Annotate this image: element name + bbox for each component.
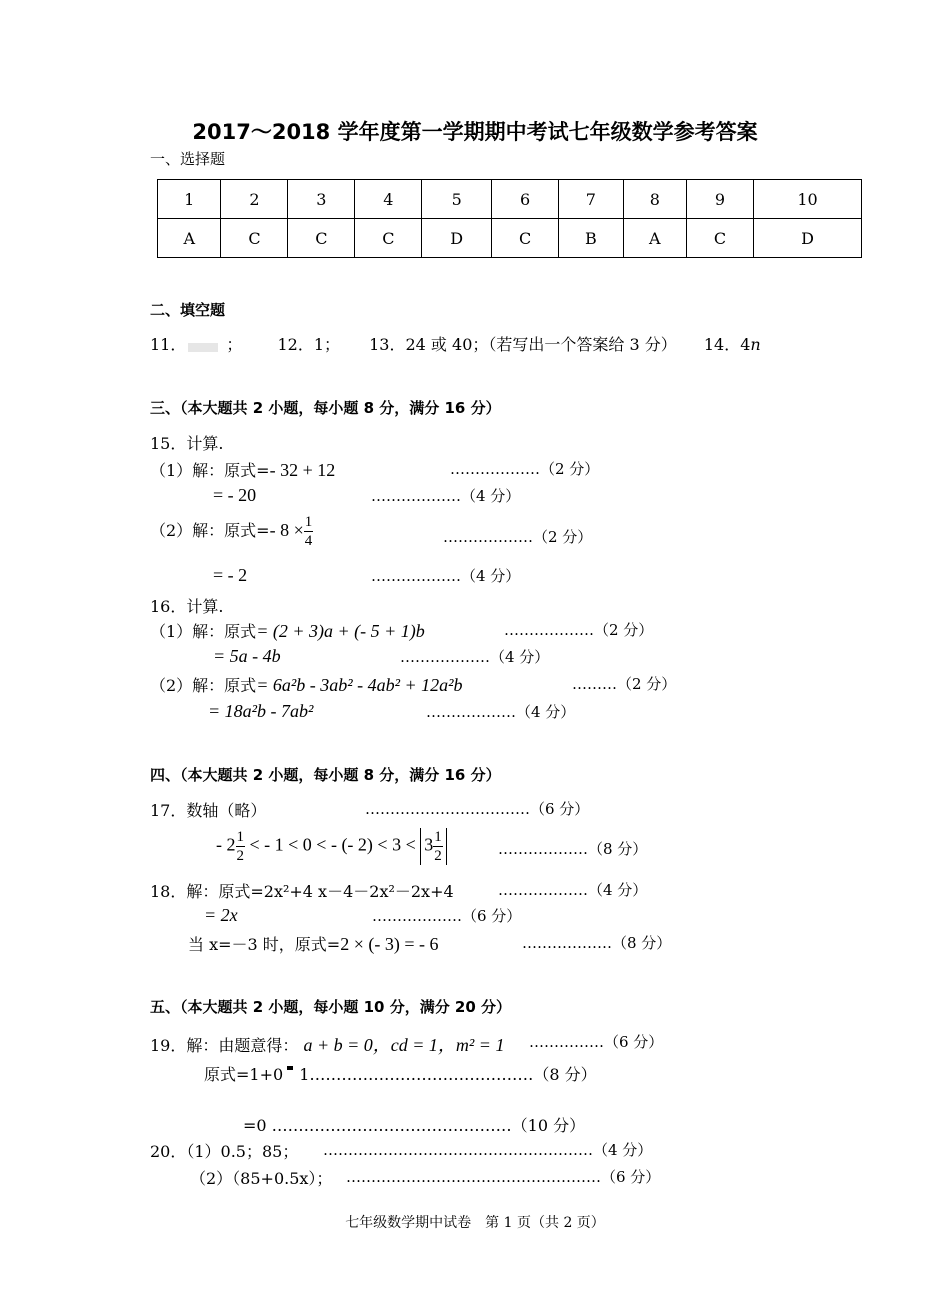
q15-1b-expr: = - 20: [213, 485, 257, 505]
q17-fraction-1: [236, 828, 246, 865]
q16-1b-score: ………………（4 分）: [400, 648, 550, 666]
q18-c-score: ………………（8 分）: [522, 934, 672, 952]
table-cell: 4: [355, 180, 422, 219]
table-cell: C: [221, 219, 288, 258]
q11-tail: ；: [226, 335, 243, 354]
fraction-denominator: 2: [236, 848, 244, 864]
table-cell: 8: [623, 180, 686, 219]
table-row-numbers: [158, 180, 862, 219]
table-row-answers: [158, 219, 862, 258]
table-cell: 9: [687, 180, 754, 219]
q19-expr: a + b = 0，cd = 1，m² = 1: [303, 1035, 505, 1055]
q15-2-fraction: [304, 513, 314, 550]
fraction-denominator: 2: [434, 848, 442, 864]
q14-variable: n: [750, 335, 761, 354]
q12-answer: 12．1；: [277, 335, 341, 354]
table-cell: 10: [753, 180, 861, 219]
q15-1-label: （1）解：原式=: [150, 461, 270, 480]
q18-b-expr: = 2x: [204, 905, 238, 925]
q15-1-line: [150, 458, 335, 481]
table-cell: A: [158, 219, 221, 258]
table-cell: C: [687, 219, 754, 258]
fill-answers-line: [150, 332, 761, 355]
q18-c-label: 当 x=－3 时，原式=: [188, 935, 341, 954]
q15-1b-score: ………………（4 分）: [371, 487, 521, 505]
q17-b-score: ………………（8 分）: [498, 840, 648, 858]
q19-score: ……………（6 分）: [529, 1033, 664, 1051]
fraction-numerator: 1: [236, 829, 244, 845]
q19-b-label: 原式=1+0: [204, 1065, 284, 1084]
q17-abs-int: 3: [424, 834, 434, 855]
q14-prefix: 14．4: [703, 335, 751, 354]
q16-1-expr: = (2 + 3)a + (- 5 + 1)b: [256, 621, 425, 641]
table-cell: 6: [492, 180, 559, 219]
choice-answer-table: [157, 179, 862, 258]
operator-icon: [287, 1066, 293, 1070]
fraction-denominator: 4: [304, 533, 313, 549]
q19-b-tail: 1……………………………………（8 分）: [299, 1065, 597, 1084]
table-cell: D: [422, 219, 492, 258]
q20-b-score: ……………………………………………（6 分）: [346, 1168, 661, 1186]
q16-2-line: [150, 673, 463, 696]
q16-1-score: ………………（2 分）: [504, 621, 654, 639]
q13-answer: 13．24 或 40；（若写出一个答案给 3 分）: [369, 335, 677, 354]
table-cell: C: [355, 219, 422, 258]
q19-b-line: [204, 1062, 597, 1085]
q16-1-label: （1）解：原式: [150, 622, 257, 641]
q15-2-score: ………………（2 分）: [443, 528, 593, 546]
q18-line: 18．解：原式=2x²+4 x－4－2x²－2x+4: [150, 882, 454, 901]
fraction-numerator: 1: [304, 514, 313, 530]
section1-heading: 一、选择题: [150, 150, 226, 168]
section4-heading: 四、（本大题共 2 小题，每小题 8 分，满分 16 分）: [150, 766, 501, 784]
q17-expr-a: - 2: [216, 834, 236, 855]
q15-2-label: （2）解：原式=: [150, 521, 270, 540]
q15-title: 15．计算.: [150, 434, 224, 453]
q17-title: 17．数轴（略）: [150, 801, 267, 820]
q18-b-score: ………………（6 分）: [372, 907, 522, 925]
fraction-numerator: 1: [434, 829, 442, 845]
table-cell: 5: [422, 180, 492, 219]
q15-2b-score: ………………（4 分）: [371, 567, 521, 585]
q17-absolute-value: [420, 828, 447, 865]
q15-2-line: [150, 513, 313, 550]
q17-inequality: [216, 828, 447, 865]
table-cell: A: [623, 219, 686, 258]
blurred-answer-image: [186, 339, 226, 353]
q19-c-line: =0 ………………………………………（10 分）: [243, 1116, 586, 1135]
q11-label: 11．: [150, 335, 187, 354]
q15-2-expr: - 8 ×: [269, 520, 304, 540]
q17-score: ……………………………（6 分）: [365, 800, 590, 818]
q17-expr-b: < - 1 < 0 < - (- 2) < 3 <: [249, 834, 416, 855]
q18-score: ………………（4 分）: [498, 881, 648, 899]
table-cell: B: [559, 219, 624, 258]
q16-2-label: （2）解：原式: [150, 676, 257, 695]
table-cell: D: [753, 219, 861, 258]
q19-line: [150, 1031, 504, 1057]
q16-2-score: ………（2 分）: [572, 675, 677, 693]
table-cell: C: [492, 219, 559, 258]
q15-1-score: ………………（2 分）: [450, 460, 600, 478]
table-cell: C: [288, 219, 355, 258]
table-cell: 3: [288, 180, 355, 219]
table-cell: 1: [158, 180, 221, 219]
q15-2b-expr: = - 2: [213, 565, 248, 585]
q19-label: 19．解：由题意得：: [150, 1036, 299, 1055]
q16-2-expr: = 6a²b - 3ab² - 4ab² + 12a²b: [256, 675, 463, 695]
q16-2b-score: ………………（4 分）: [426, 703, 576, 721]
section3-heading: 三、（本大题共 2 小题，每小题 8 分，满分 16 分）: [150, 399, 501, 417]
section5-heading: 五、（本大题共 2 小题，每小题 10 分，满分 20 分）: [150, 998, 512, 1016]
q20-b-line: （2）（85+0.5x）；: [190, 1169, 333, 1188]
q16-1b-expr: = 5a - 4b: [213, 646, 281, 666]
page-footer: 七年级数学期中试卷 第 1 页（共 2 页）: [345, 1215, 605, 1231]
q18-c-expr: 2 × (- 3) = - 6: [340, 934, 439, 954]
q15-1-expr: - 32 + 12: [269, 460, 336, 480]
q18-c-line: [188, 932, 438, 955]
table-cell: 7: [559, 180, 624, 219]
q16-2b-expr: = 18a²b - 7ab²: [208, 701, 314, 721]
table-cell: 2: [221, 180, 288, 219]
q20-score: ………………………………………………（4 分）: [323, 1141, 653, 1159]
page-title: 2017～2018 学年度第一学期期中考试七年级数学参考答案: [192, 120, 758, 144]
q17-fraction-2: [433, 828, 443, 865]
q16-title: 16．计算.: [150, 597, 224, 616]
q20-line: 20．（1）0.5；85；: [150, 1142, 299, 1161]
q16-1-line: [150, 619, 425, 642]
section2-heading: 二、填空题: [150, 301, 226, 319]
